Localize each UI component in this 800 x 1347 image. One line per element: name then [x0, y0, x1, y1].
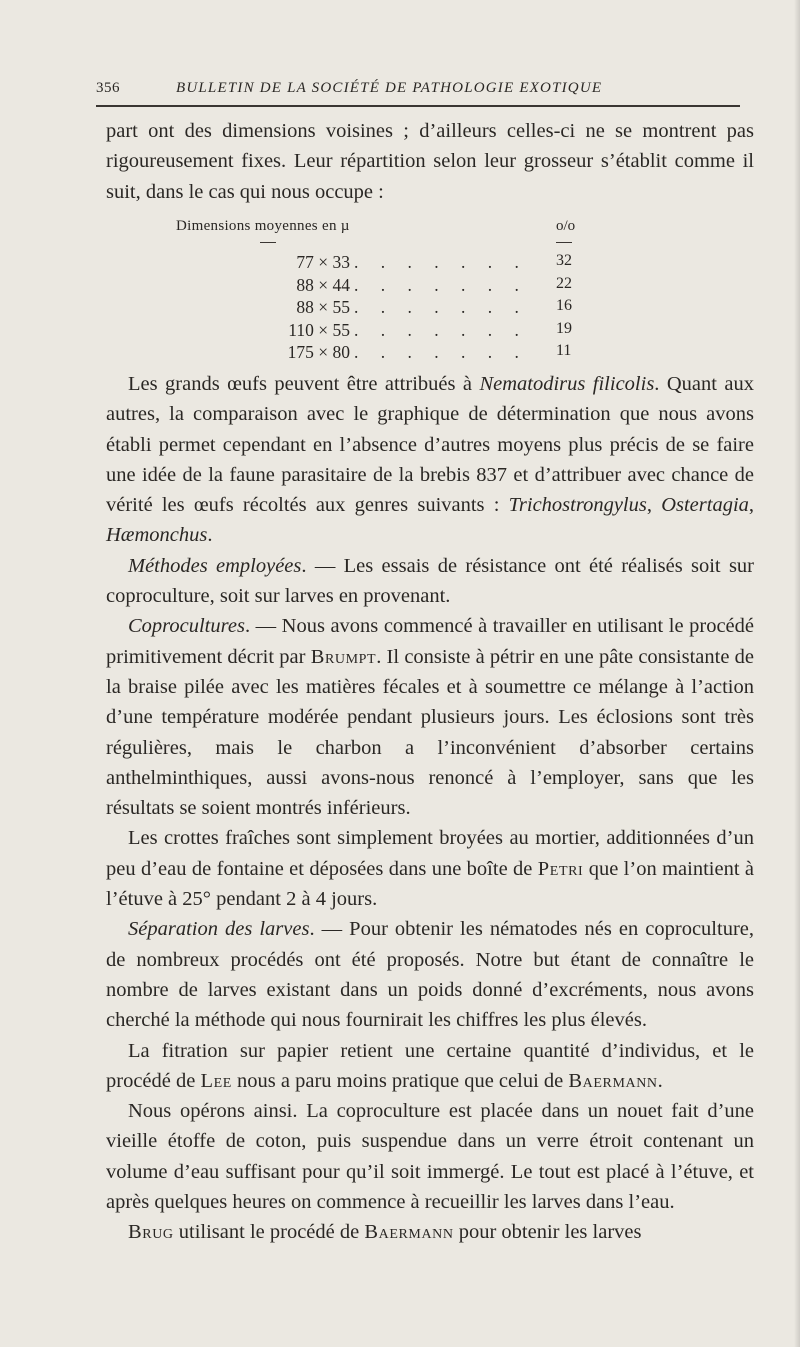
text-run: nous a paru moins pratique que celui de — [231, 1069, 569, 1092]
paragraph-larvae-separation — [106, 914, 754, 1035]
table-cell-dimension: 175 × 80 — [287, 342, 350, 362]
table-leader-dots: . . . . . . . — [354, 297, 528, 317]
egg-size-table — [176, 218, 606, 362]
text-run: Les crottes fraîches sont simplement broyées au mortier, additionnées d’un peu d’eau de fontaine et déposées dans une boîte de — [106, 827, 754, 880]
table-col-dimensions-header: Dimensions moyennes en µ — [176, 218, 350, 234]
text-run: . Il consiste à pétrir en une pâte consistante de la braise pilée avec les matières fécales et à soumettre ce mélange à l’action d’une température modérée pendant plusieurs jours. Les éclosions sont très régulières, mais le charbon a l’inconvénient d’absorber certains anthelminthiques, aussi avons-nous renoncé à l’employer, sans que les résultats se soient montrés inférieurs. — [106, 645, 755, 820]
body-text — [106, 369, 754, 1248]
table-cell-percent: 11 — [556, 342, 572, 359]
table-cell-dimension: 110 × 55 — [288, 319, 350, 340]
table-row — [176, 342, 606, 365]
text-run: que l’on maintient à l’étuve à 25° pendant 2 à 4 jours. — [106, 857, 754, 911]
author-name: Brumpt — [310, 645, 377, 668]
text-run: pour obtenir les larves — [453, 1221, 642, 1244]
table-cell-percent: 32 — [556, 252, 572, 269]
author-name: Brug — [128, 1221, 174, 1244]
section-run-in-heading: Séparation des larves — [128, 918, 310, 941]
paragraph-methods — [106, 551, 754, 612]
section-run-in-heading: Coprocultures — [128, 615, 245, 638]
table-leader-dots: . . . . . . . — [354, 319, 528, 340]
paragraph-egg-attribution — [106, 369, 754, 551]
text-run: . — [207, 524, 213, 547]
author-name: Petri — [537, 857, 584, 880]
text-run: utilisant le procédé de — [173, 1221, 365, 1244]
table-cell-dimension: 88 × 55 — [296, 297, 350, 317]
paragraph-fresh-droppings — [106, 823, 754, 914]
table-cell-percent: 19 — [556, 319, 572, 337]
text-run: . — [657, 1069, 663, 1092]
text-run: La fitration sur papier retient une certaine quantité d’individus, et le procédé de — [106, 1039, 754, 1092]
author-name: Baermann — [364, 1221, 454, 1244]
table-cell-percent: 16 — [556, 297, 572, 314]
table-header — [176, 218, 606, 242]
page-number: 356 — [96, 80, 120, 96]
text-run: , — [646, 494, 662, 517]
table-cell-percent: 22 — [556, 274, 572, 292]
intro-paragraph — [106, 116, 754, 207]
taxon-name: Hæmonchus — [106, 524, 208, 547]
table-leader-dots: . . . . . . . — [354, 252, 528, 272]
text-run: Les grands œufs peuvent être attribués à — [128, 373, 480, 395]
table-row — [176, 320, 606, 343]
author-name: Baermann — [568, 1069, 658, 1092]
text-run: . — Les essais de résistance ont été réalisés soit sur coproculture, soit sur larves en provenant. — [106, 554, 754, 608]
header-rule — [96, 105, 740, 107]
table-header-dash — [556, 242, 572, 243]
section-run-in-heading: Méthodes employées — [128, 554, 302, 577]
paragraph-coprocultures — [106, 611, 754, 823]
author-name: Lee — [200, 1069, 232, 1092]
text-run: . — Pour obtenir les nématodes nés en coproculture, de nombreux procédés ont été proposés. Notre but étant de connaître le nombre de larves existant dans un poids donné d’excréments, nous avons cherché la méthode qui nous fournirait les chiffres les plus élevés. — [106, 918, 754, 1032]
text-run: . Quant aux autres, la comparaison avec le graphique de détermination que nous avons établi permet cependant en l’absence d’autres moyens plus précis de se faire une idée de la faune parasitaire de la brebis 837 et d’attribuer avec chance de vérité les œufs récoltés aux genres suivants : — [106, 373, 754, 517]
intro-text: part ont des dimensions voisines ; d’ailleurs celles-ci ne se montrent pas rigoureusement fixes. Leur répartition selon leur grosseur s’établit comme il suit, dans le cas qui nous occupe : — [106, 120, 754, 203]
table-cell-dimension: 88 × 44 — [296, 274, 350, 295]
table-row — [176, 297, 606, 320]
paragraph-brug — [106, 1217, 754, 1247]
table-row — [176, 275, 606, 298]
running-header — [96, 78, 740, 102]
paragraph-procedure: Nous opérons ainsi. La coproculture est placée dans un nouet fait d’une vieille étoffe de coton, puis suspendue dans un verre étroit contenant un volume d’eau suffisant pour qu’il soit immergé. Le tout est placé à l’étuve, et après quelques heures on commence à recueillir les larves dans l’eau. — [106, 1100, 754, 1214]
taxon-name: Ostertagia — [661, 494, 749, 517]
table-row — [176, 252, 606, 275]
table-rows — [176, 252, 606, 365]
table-cell-dimension: 77 × 33 — [296, 252, 350, 272]
table-header-dash — [260, 242, 276, 243]
paragraph-filtration — [106, 1036, 754, 1097]
table-leader-dots: . . . . . . . — [354, 342, 528, 362]
table-col-percent-header: o/o — [556, 218, 576, 234]
taxon-name: Trichostrongylus — [508, 494, 647, 517]
table-leader-dots: . . . . . . . — [354, 274, 528, 295]
page-edge-shadow — [794, 0, 800, 1347]
text-run: , — [748, 494, 755, 517]
text-run: . — Nous avons commencé à travailler en utilisant le procédé primitivement décrit par — [106, 615, 754, 668]
running-title: BULLETIN DE LA SOCIÉTÉ DE PATHOLOGIE EXOTIQUE — [176, 80, 603, 96]
taxon-name: Nematodirus filicolis — [479, 373, 655, 395]
